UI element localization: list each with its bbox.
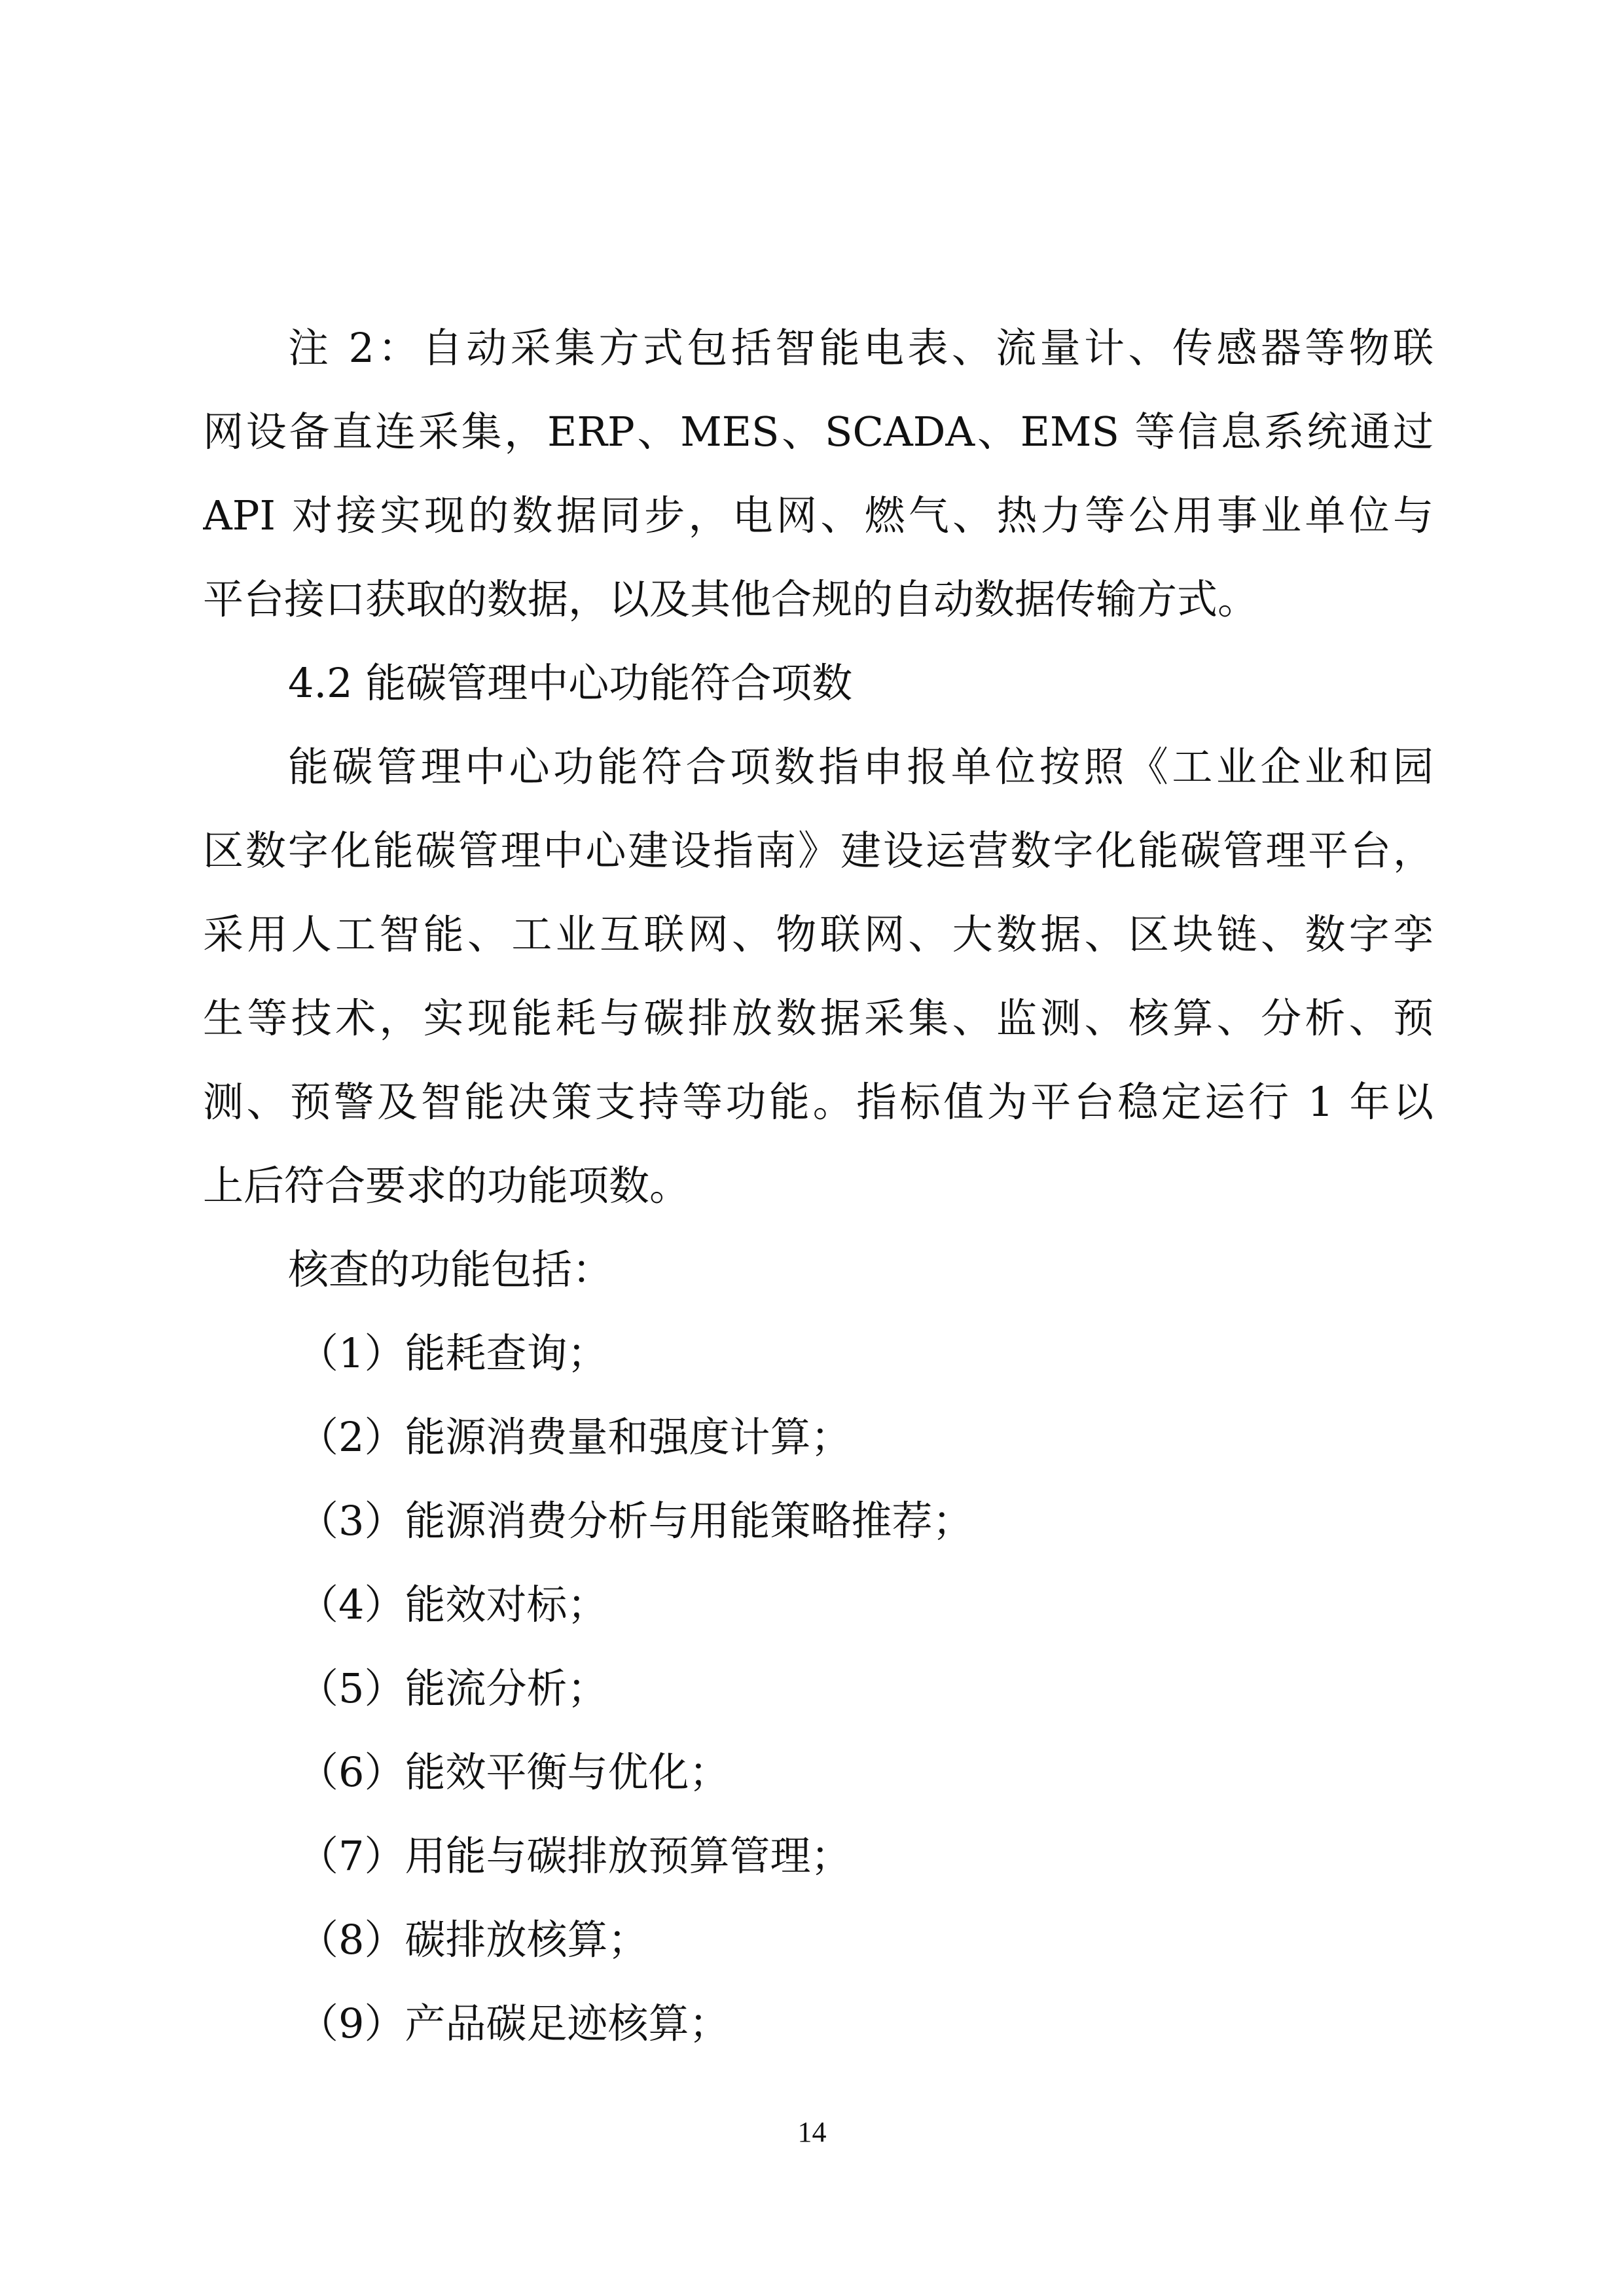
section-heading: 4.2 能碳管理中心功能符合项数	[288, 659, 853, 707]
function-item-5: （5）能流分析；	[298, 1664, 608, 1712]
paragraph-line-3: 采用人工智能、工业互联网、物联网、大数据、区块链、数字孪	[203, 910, 1434, 958]
note-line-1: 注 2：自动采集方式包括智能电表、流量计、传感器等物联	[288, 324, 1434, 372]
function-item-9: （9）产品碳足迹核算；	[298, 2000, 730, 2047]
function-item-6: （6）能效平衡与优化；	[298, 1748, 730, 1796]
function-item-4: （4）能效对标；	[298, 1581, 608, 1628]
functions-intro: 核查的功能包括：	[288, 1246, 613, 1293]
document-body	[203, 306, 1434, 2066]
paragraph-line-5: 测、预警及智能决策支持等功能。指标值为平台稳定运行 1 年以	[203, 1078, 1434, 1126]
paragraph-line-1: 能碳管理中心功能符合项数指申报单位按照《工业企业和园	[288, 743, 1434, 791]
paragraph-line-4: 生等技术，实现能耗与碳排放数据采集、监测、核算、分析、预	[203, 994, 1434, 1042]
page-number: 14	[797, 2116, 827, 2148]
note-line-4: 平台接口获取的数据，以及其他合规的自动数据传输方式。	[203, 575, 1259, 623]
note-line-3: API 对接实现的数据同步，电网、燃气、热力等公用事业单位与	[203, 492, 1434, 539]
function-item-8: （8）碳排放核算；	[298, 1916, 649, 1964]
function-item-7: （7）用能与碳排放预算管理；	[298, 1832, 852, 1880]
function-item-2: （2）能源消费量和强度计算；	[298, 1413, 852, 1461]
paragraph-line-6: 上后符合要求的功能项数。	[203, 1162, 691, 1210]
function-item-1: （1）能耗查询；	[298, 1329, 608, 1377]
paragraph-line-2: 区数字化能碳管理中心建设指南》建设运营数字化能碳管理平台，	[203, 827, 1434, 874]
function-item-3: （3）能源消费分析与用能策略推荐；	[298, 1497, 973, 1545]
note-line-2: 网设备直连采集，ERP、MES、SCADA、EMS 等信息系统通过	[203, 408, 1434, 456]
